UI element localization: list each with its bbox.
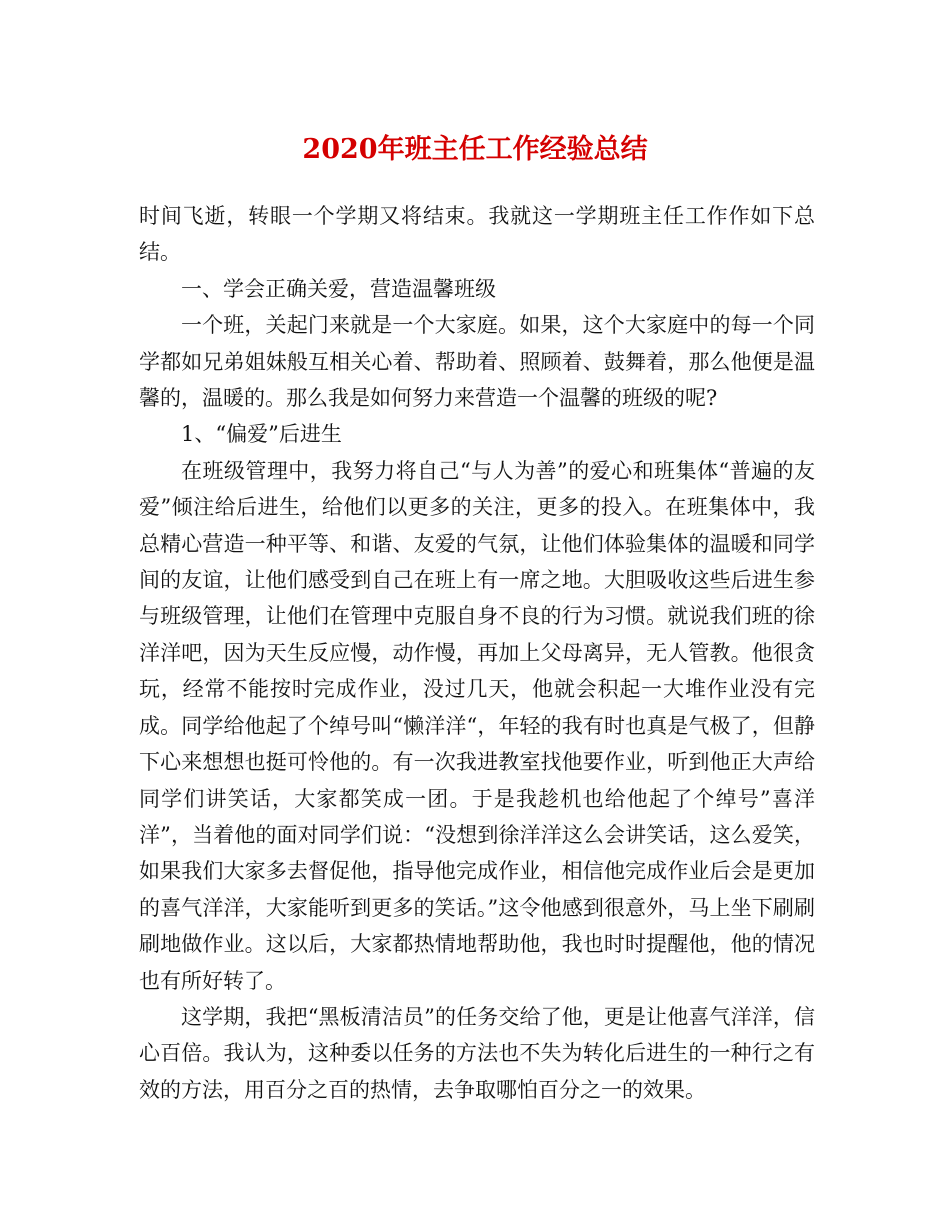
document-title: 2020年班主任工作经验总结 <box>302 134 648 165</box>
paragraph: 一个班，关起门来就是一个大家庭。如果，这个大家庭中的每一个同学都如兄弟姐妹般互相关心着、帮助着、照顾着、鼓舞着，那么他便是温馨的，温暖的。那么我是如何努力来营造一个温馨的班级的呢? <box>139 313 815 411</box>
paragraph: 在班级管理中，我努力将自己“与人为善”的爱心和班集体“普遍的友爱”倾注给后进生，给他们以更多的关注，更多的投入。在班集体中，我总精心营造一种平等、和谐、友爱的气氛，让他们体验集体的温暖和同学间的友谊，让他们感受到自己在班上有一席之地。大胆吸收这些后进生参与班级管理，让他们在管理中克服自身不良的行为习惯。就说我们班的徐洋洋吧，因为天生反应慢，动作慢，再加上父母离异，无人管教。他很贪玩，经常不能按时完成作业，没过几天，他就会积起一大堆作业没有完成。同学给他起了个绰号叫“懒洋洋“，年轻的我有时也真是气极了，但静下心来想想也挺可怜他的。有一次我进教室找他要作业，听到他正大声给同学们讲笑话，大家都笑成一团。于是我趁机也给他起了个绰号”喜洋洋”，当着他的面对同学们说：“没想到徐洋洋这么会讲笑话，这么爱笑，如果我们大家多去督促他，指导他完成作业，相信他完成作业后会是更加的喜气洋洋，大家能听到更多的笑话。”这令他感到很意外，马上坐下刷刷刷地做作业。这以后，大家都热情地帮助他，我也时时提醒他，他的情况也有所好转了。 <box>139 458 815 993</box>
paragraph: 这学期，我把“黑板清洁员”的任务交给了他，更是让他喜气洋洋，信心百倍。我认为，这种委以任务的方法也不失为转化后进生的一种行之有效的方法，用百分之百的热情，去争取哪怕百分之一的效果。 <box>139 1004 815 1102</box>
document-body <box>139 198 815 1108</box>
subsection-heading: 1、“偏爱”后进生 <box>181 422 342 447</box>
section-heading: 一、学会正确关爱，营造温馨班级 <box>181 276 496 301</box>
paragraph: 时间飞逝，转眼一个学期又将结束。我就这一学期班主任工作作如下总结。 <box>139 204 815 265</box>
